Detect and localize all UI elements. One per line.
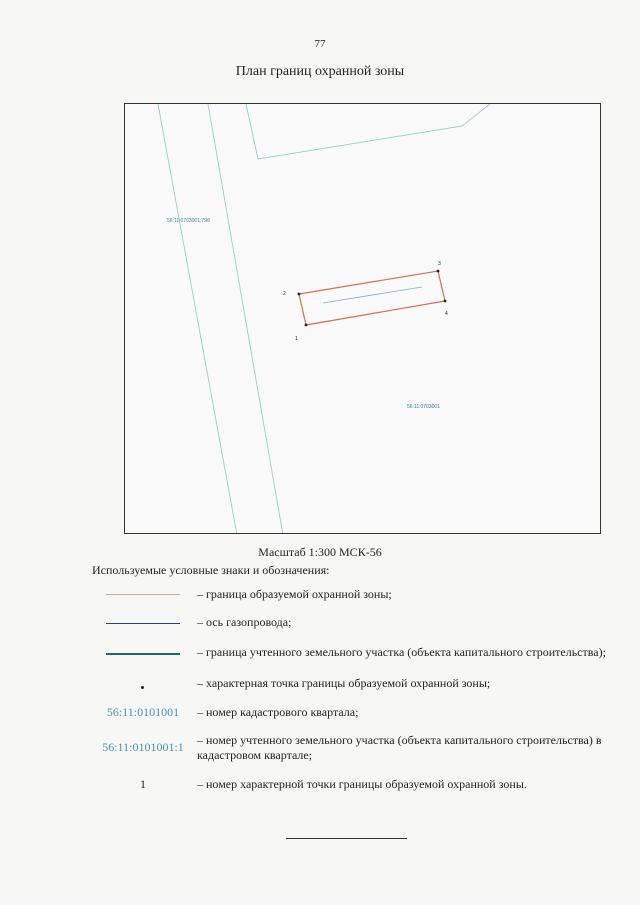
legend-description: – номер учтенного земельного участка (объекта капитального строительства) в кадастровом квартале; [197, 733, 602, 762]
boundary-point [305, 324, 308, 327]
legend-symbol [100, 613, 186, 633]
parcel-boundary-line [246, 104, 490, 159]
parcel-boundary-line [158, 104, 237, 534]
legend-description: – номер кадастрового квартала; [197, 705, 359, 719]
point-number: 3 [438, 261, 441, 267]
cadastral-quarter-sample: 56:11:0101001 [106, 705, 180, 719]
scale-caption: Масштаб 1:300 МСК-56 [258, 545, 382, 559]
parcel-boundary-swatch [106, 653, 180, 655]
point-number: 1 [295, 336, 298, 342]
legend-symbol [100, 676, 186, 696]
boundary-map [124, 103, 601, 534]
legend-symbol [100, 738, 186, 758]
point-number-sample: 1 [140, 777, 146, 791]
parcel-label: 56:11:0703001:798 [167, 218, 210, 224]
legend-description: – граница образуемой охранной зоны; [197, 587, 392, 601]
protection-zone-boundary [299, 271, 445, 325]
legend-symbol [100, 703, 186, 723]
map-drawing [125, 104, 601, 534]
page-title: План границ охранной зоны [235, 64, 405, 79]
legend-description: – ось газопровода; [197, 615, 292, 629]
point-number: 2 [283, 291, 286, 297]
legend-symbol [100, 585, 186, 605]
legend-symbol [100, 643, 186, 663]
gas-axis-swatch [106, 623, 180, 624]
legend-heading: Используемые условные знаки и обозначения: [92, 563, 330, 577]
cadastral-quarter-label: 56:11:0703001 [407, 404, 440, 410]
bottom-divider [286, 838, 407, 839]
legend-symbol [100, 775, 186, 795]
legend-description: – характерная точка границы образуемой охранной зоны; [197, 676, 491, 690]
boundary-point [444, 300, 447, 303]
zone-boundary-swatch [106, 594, 180, 595]
boundary-point [437, 270, 440, 273]
legend-description: – номер характерной точки границы образуемой охранной зоны. [197, 777, 527, 791]
gas-pipeline-axis [323, 287, 422, 303]
boundary-point [298, 293, 301, 296]
point-number: 4 [445, 311, 448, 317]
boundary-point-swatch [141, 686, 144, 689]
page-number: 77 [314, 38, 326, 50]
parcel-number-sample: 56:11:0101001:1 [102, 740, 184, 754]
parcel-boundary-line [208, 104, 283, 534]
legend-description: – граница учтенного земельного участка (объекта капитального строительства); [197, 645, 606, 659]
